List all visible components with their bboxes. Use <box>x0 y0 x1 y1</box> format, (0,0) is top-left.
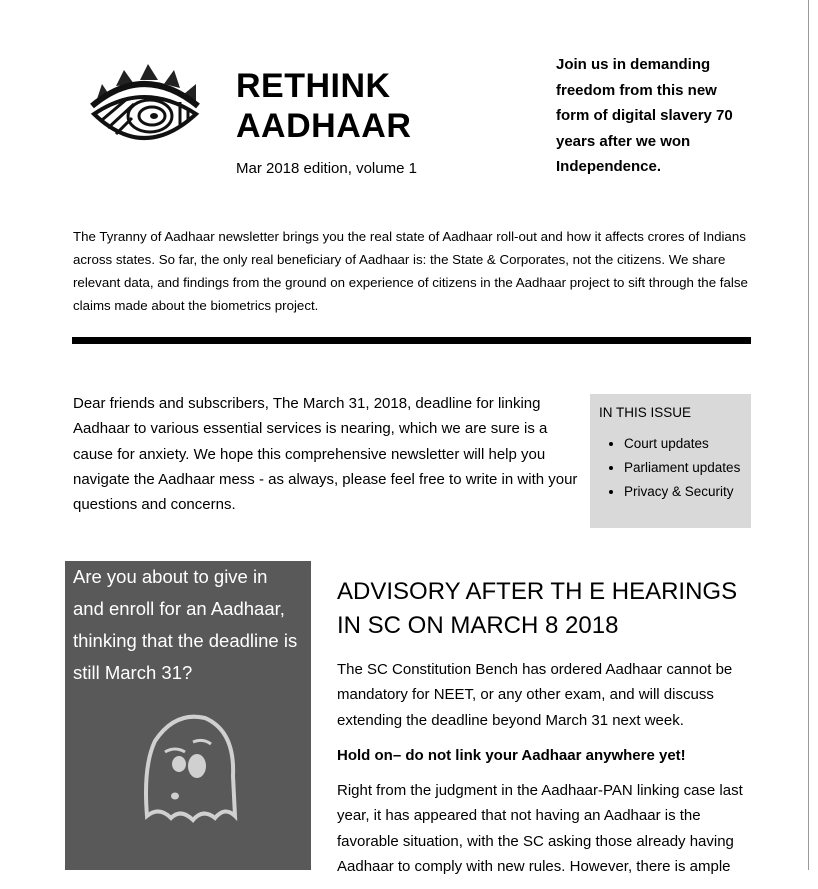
letter-paragraph: Dear friends and subscribers, The March 31, 2018, deadline for linking Aadhaar to various essential services is nearing, which we are sure is a cause for anxiety. We hope this comprehensive newsletter will help you navigate the Aadhaar mess - as always, please feel free to write in with your questions and concerns. <box>73 395 578 514</box>
in-this-issue-heading: IN THIS ISSUE <box>599 405 692 420</box>
article-paragraph: Right from the judgment in the Aadhaar-PAN linking case last year, it has appeared that not having an Aadhaar is the favorable situation, with the SC asking those already having Aadhaar to comply with new rules. However, there is ample <box>337 782 743 876</box>
title-line: RETHINK <box>236 67 391 105</box>
divider <box>72 337 751 344</box>
title-line: AADHAAR <box>236 107 412 145</box>
article <box>337 575 757 889</box>
eye-fingerprint-logo <box>88 62 203 147</box>
issue-item: • Privacy & Security <box>624 480 751 504</box>
article-heading: ADVISORY AFTER TH E HEARINGS IN SC ON MARCH 8 2018 <box>337 578 738 639</box>
page-edge <box>808 0 809 870</box>
issue-item: • Court updates <box>624 432 751 456</box>
newsletter-title <box>236 66 411 146</box>
ghost-icon <box>135 706 245 846</box>
edition-label: Mar 2018 edition, volume 1 <box>236 160 417 177</box>
promo-box <box>65 561 311 870</box>
intro-paragraph: The Tyranny of Aadhaar newsletter brings you the real state of Aadhaar roll-out and how it affects crores of Indians across states. So far, the only real beneficiary of Aadhaar is: the State & Corporates, not the citizens. We share relevant data, and findings from the ground on experience of citizens in the Aadhaar project to sift through the false claims made about the biometrics project. <box>73 229 748 313</box>
tagline: Join us in demanding freedom from this new form of digital slavery 70 years after we won Independence. <box>556 56 733 175</box>
article-subheading: Hold on– do not link your Aadhaar anywhere yet! <box>337 746 686 764</box>
article-paragraph: The SC Constitution Bench has ordered Aadhaar cannot be mandatory for NEET, or any other exam, and will discuss extending the deadline beyond March 31 next week. <box>337 661 733 729</box>
issue-item: • Parliament updates <box>624 456 751 480</box>
promo-text: Are you about to give in and enroll for an Aadhaar, thinking that the deadline is still March 31? <box>73 566 298 683</box>
in-this-issue-box <box>590 394 751 528</box>
